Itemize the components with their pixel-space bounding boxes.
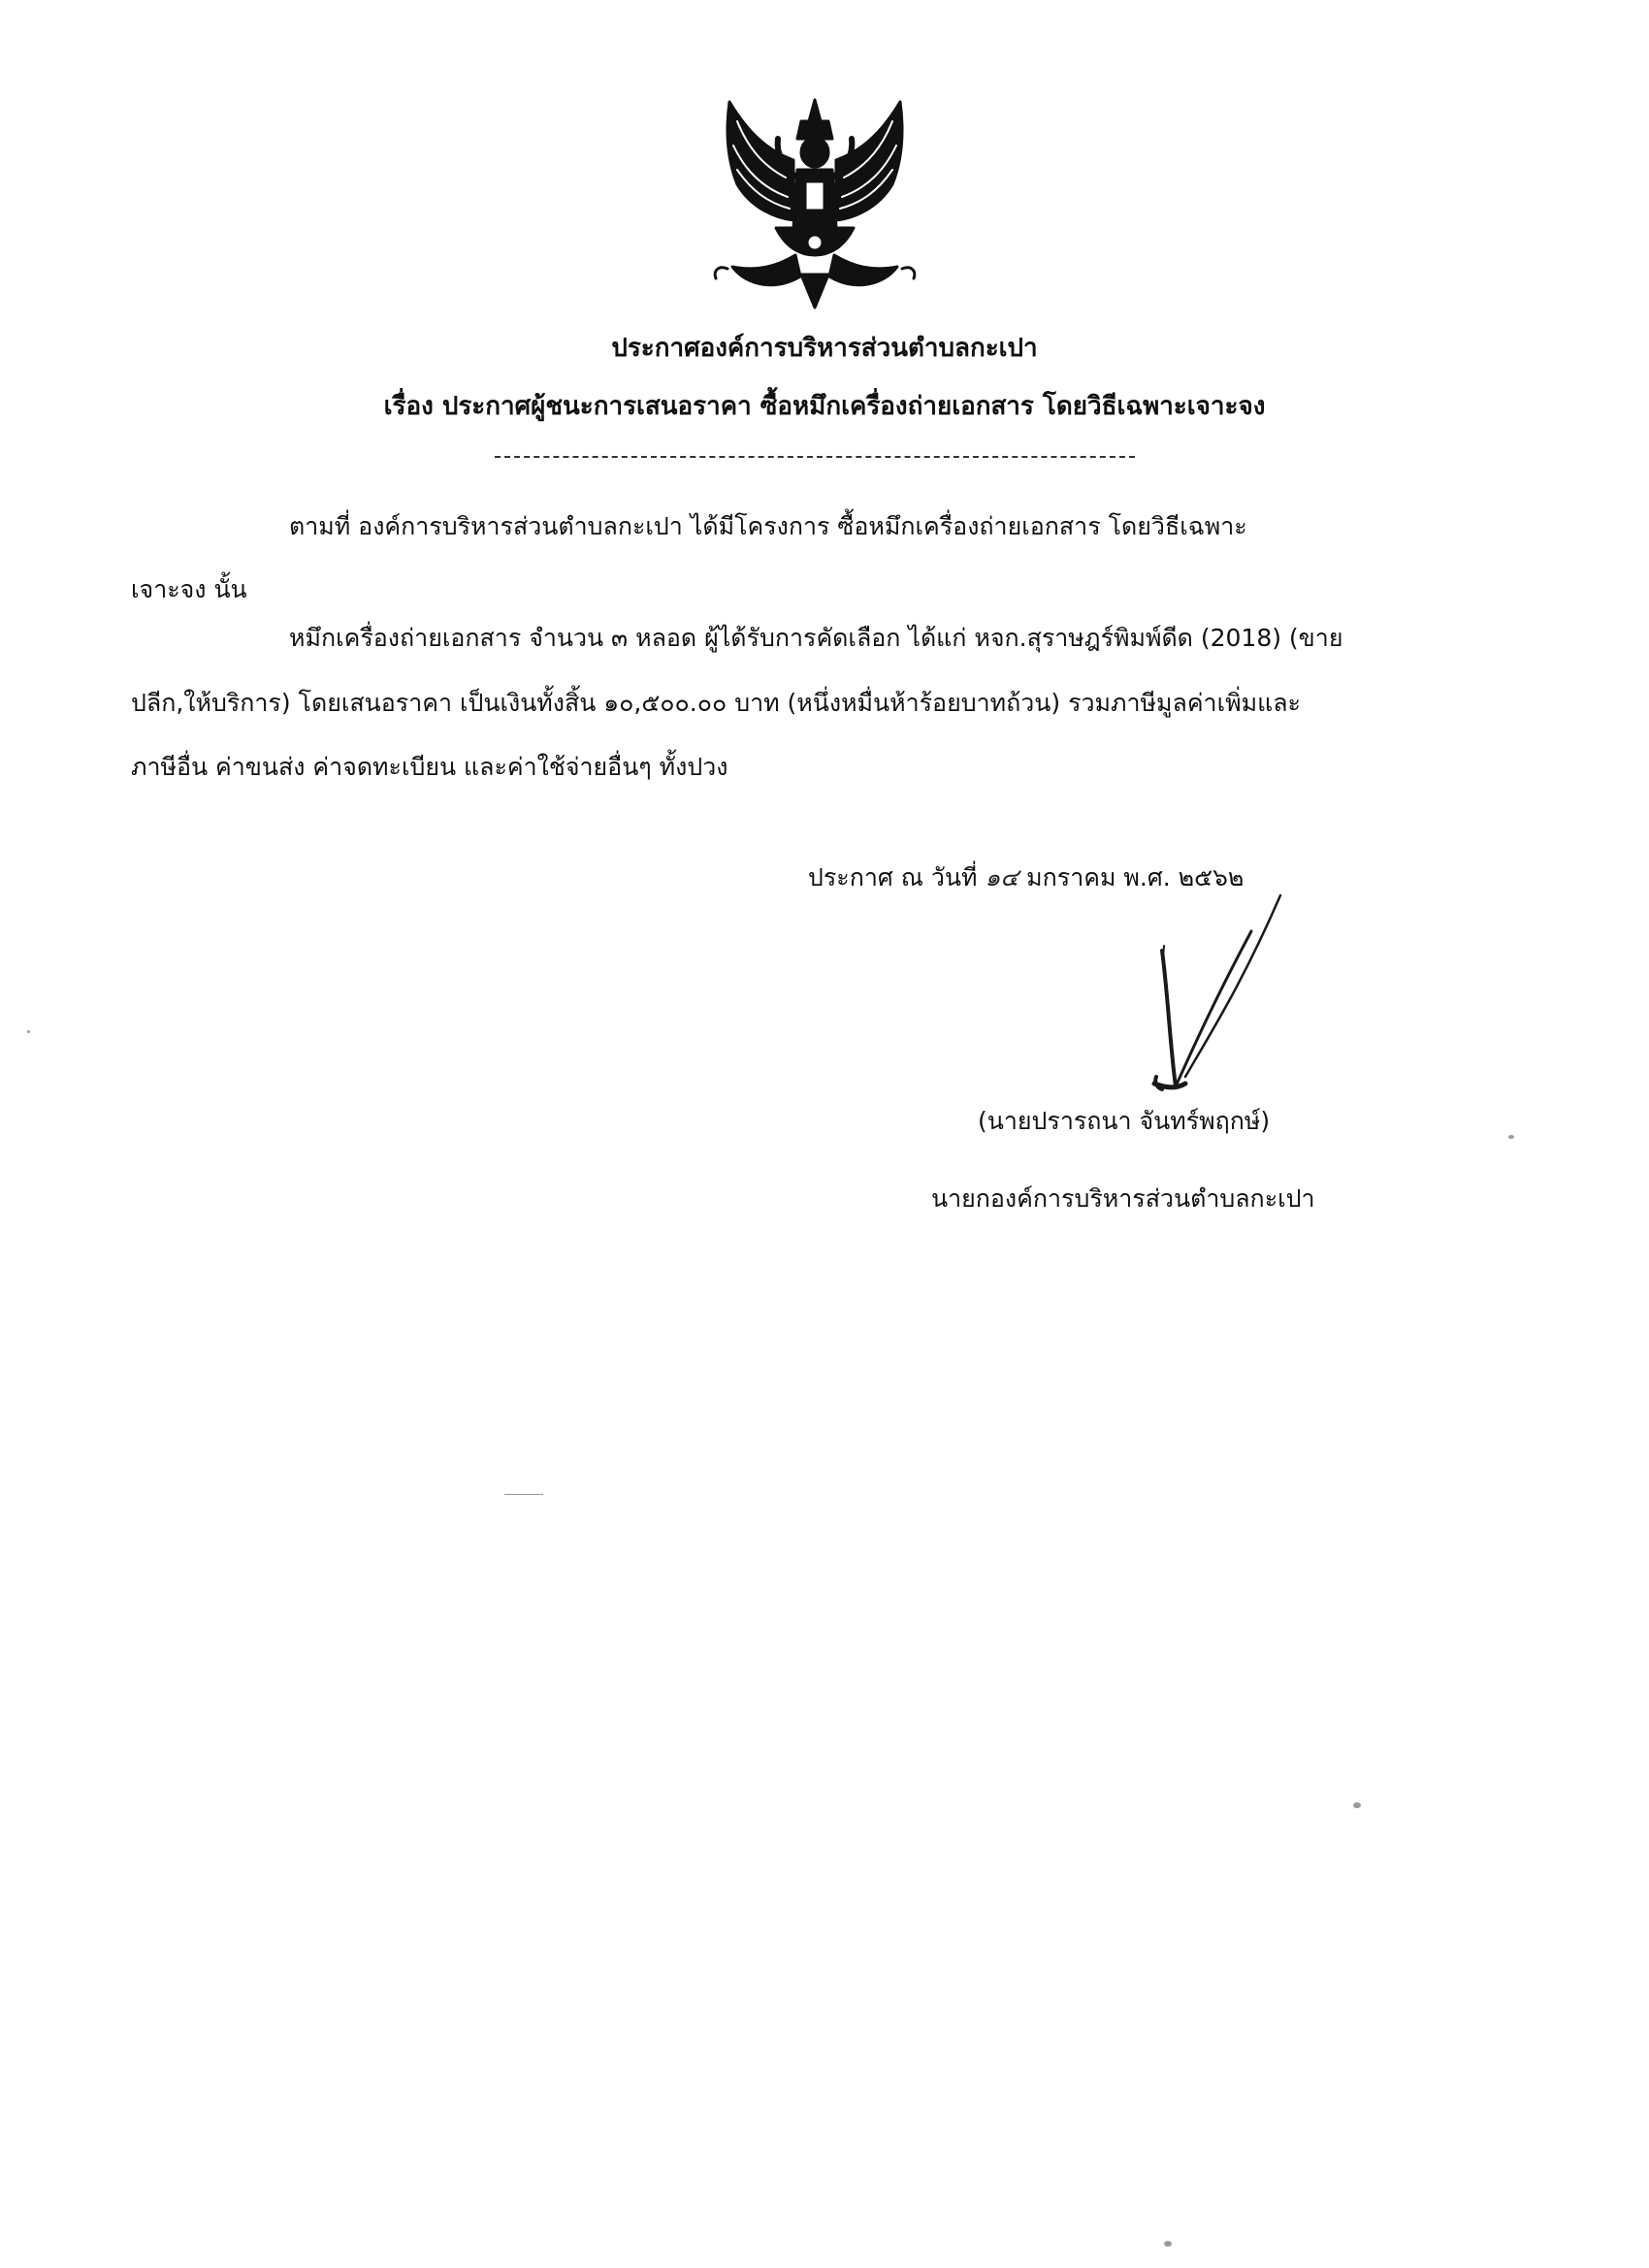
scan-speck — [1353, 1802, 1361, 1808]
paragraph-1-line-2: เจาะจง นั้น — [131, 575, 247, 603]
paragraph-2-line-1: หมึกเครื่องถ่ายเอกสาร จำนวน ๓ หลอด ผู้ได้รับการคัดเลือก ได้แก่ หจก.สุราษฎร์พิมพ์ดีด (2018) (ขาย — [289, 624, 1343, 652]
title-divider — [495, 456, 1135, 458]
scan-speck — [27, 1030, 30, 1033]
signer-position: นายกองค์การบริหารส่วนตำบลกะเปา — [931, 1184, 1315, 1213]
date-prefix: ประกาศ ณ วันที่ — [808, 863, 978, 891]
scan-speck — [1508, 1135, 1514, 1139]
handwritten-signature-icon — [1096, 878, 1329, 1111]
paragraph-2-line-3: ภาษีอื่น ค่าขนส่ง ค่าจดทะเบียน และค่าใช้จ่ายอื่นๆ ทั้งปวง — [131, 753, 728, 781]
signer-name: (นายปรารถนา จันทร์พฤกษ์) — [978, 1107, 1271, 1135]
garuda-emblem-icon — [708, 92, 922, 310]
announcement-title: ประกาศองค์การบริหารส่วนตำบลกะเปา — [611, 334, 1038, 363]
scan-speck — [1164, 2241, 1172, 2247]
date-day-handwritten: ๑๔ — [985, 863, 1019, 891]
paragraph-1-line-1: ตามที่ องค์การบริหารส่วนตำบลกะเปา ได้มีโครงการ ซื้อหมึกเครื่องถ่ายเอกสาร โดยวิธีเฉพาะ — [289, 512, 1247, 540]
date-month-year: มกราคม พ.ศ. ๒๕๖๒ — [1026, 863, 1245, 891]
paragraph-2-line-2: ปลีก,ให้บริการ) โดยเสนอราคา เป็นเงินทั้งสิ้น ๑๐,๕๐๐.๐๐ บาท (หนึ่งหมื่นห้าร้อยบาทถ้วน) รวมภาษีมูลค่าเพิ่มและ — [131, 689, 1301, 717]
scan-speck — [504, 1494, 543, 1495]
announcement-subject: เรื่อง ประกาศผู้ชนะการเสนอราคา ซื้อหมึกเครื่องถ่ายเอกสาร โดยวิธีเฉพาะเจาะจง — [383, 392, 1266, 421]
